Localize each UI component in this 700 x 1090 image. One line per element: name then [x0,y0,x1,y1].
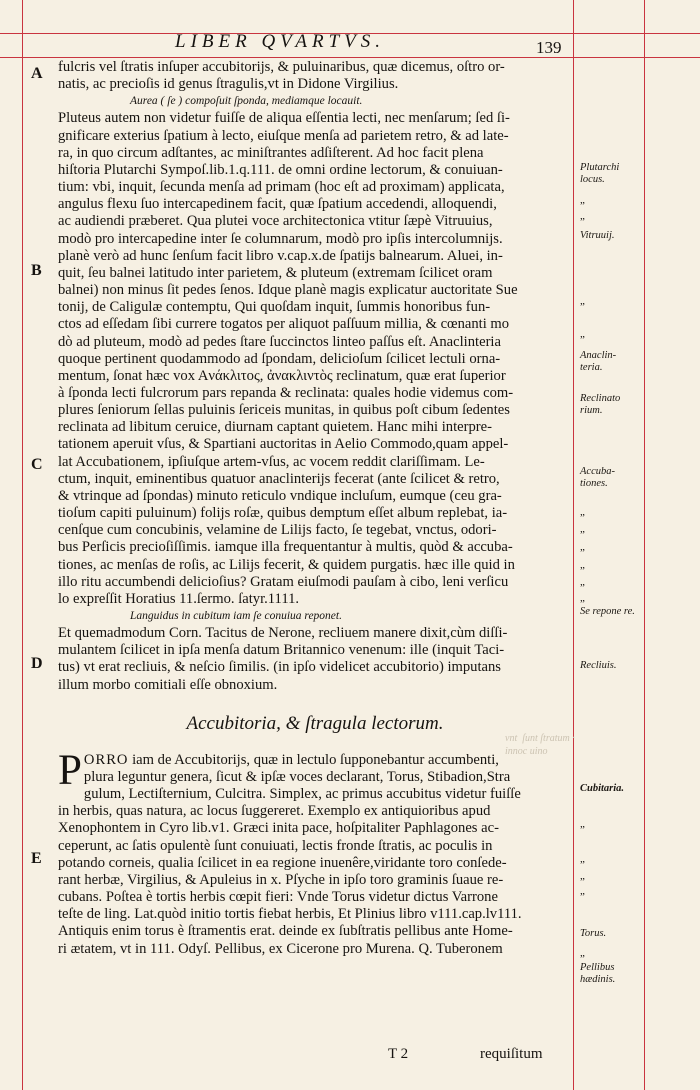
ditto-mark: „ [580,210,585,222]
sidenote: Reclinato rium. [580,393,621,416]
text-line: tioſum capiti puluinum) folijs roſæ, quibus demptum eſſet album replebat, ia- [58,505,508,522]
text-line: Antiquis enim torus è ſtramentis erat. deinde ex ſubſtratis pellibus ante Home- [58,923,513,940]
text-line: ctos ad eſſedam ſibi currere togatos per aliquot paſſuum millia, & cœnanti mo [58,316,510,333]
ditto-mark: „ [580,870,585,882]
marker-b: B [31,262,42,279]
text-line: mulantem ſcilicet in ipſa menſa datum Britannico venenum: ille (inquit Taci- [58,642,505,659]
text-line: tonij, de Caligulæ contemptu, Qui quoſdam inquit, ſummis honoribus fun- [58,299,491,316]
text-line: mentum, ſonat hæc vox Aνάκλιτος, ἀνακλιντὸς reclinatum, quæ erat ſuperior [58,367,506,384]
header-rule [0,57,700,58]
text-line: plura leguntur genera, ſicut & ipſæ voces declarant, Torus, Stibadion,Stra [83,768,511,785]
catchword: requiſitum [480,1046,543,1062]
text-line: ra, in quo circum adſtantes, ac miniſtrantes adſiſterent. Ad hoc facit plena [58,144,484,161]
page-number: 139 [536,38,562,57]
opening-word: ORRO [83,751,129,768]
marker-d: D [31,655,43,672]
text-line: cenſque cum concubinis, velamine de Lilijs facto, ſe tegebat, vnctus, odori- [58,522,497,539]
ditto-mark: „ [580,295,585,307]
signature-mark: T 2 [388,1046,409,1062]
ditto-mark: „ [580,523,585,535]
text-line: ceperunt, ac ſatis opulentè ſunt conuiuati, lectis fronde ſtratis, ac poculis in [58,837,493,854]
running-head: LIBER QVARTVS. [175,31,386,52]
verse-quotation: Aurea ( ſe ) compoſuit ſponda, mediamque locauit. [130,95,363,108]
text-line: ri ætatem, vt in 111. Odyſ. Pellibus, ex Cicerone pro Murena. Q. Tuberonem [58,940,503,957]
drop-cap: P [58,746,82,794]
text-line: Xenophontem in Cyro lib.v1. Græci inita pace, hoſpitaliter Paphlagones ac- [58,820,499,837]
text-line: illo ritu accumbendi delicioſius? Gratam eiuſmodi pauſam à cibo, leni verſicu [58,573,509,590]
right-margin-rule [644,0,645,1090]
text-line: natis, ac precioſis id genus ſtragulis,vt in Didone Virgilius. [58,76,399,93]
sidenote: Plutarchi locus. [580,162,620,185]
text-line: lo expreſſit Horatius 11.ſermo. ſatyr.1111. [58,590,300,607]
ditto-mark: „ [580,559,585,571]
marker-e: E [31,850,42,867]
marker-c: C [31,456,43,473]
verse-quotation: Languidus in cubitum iam ſe conuiua reponet. [130,610,342,622]
sidenote: Recliuis. [580,660,617,671]
text-line: tiones, ac menſas de roſis, ac Lilijs fecerit, & quidem purgatis. hæc ille quid in [58,556,515,573]
show-through-text: vnt ſunt ſtratum · innoc uino [505,733,575,757]
text-line: reclinata ad libitum ceruice, diurnam captant quietem. Hanc mihi interpre- [58,419,492,436]
text-line: tus) vt erat recliuis, & neſcio ſimilis. (in ipſo videlicet accubitorio) imputans [58,659,501,676]
ditto-mark: „ [580,576,585,588]
sidenote: Accuba- tiones. [580,466,615,489]
sidenote: Cubitaria. [580,783,625,794]
text-line: quoque pertinent quodammodo ad ſpondam, delicioſum ſcilicet lectuli orna- [58,350,501,367]
text-line: hiſtoria Plutarchi Sympoſ.lib.1.q.111. de omni ordine lectorum, & conuiuan- [58,161,503,178]
sidenote: Torus. [580,928,607,939]
text-line: planè verò ad hunc ſenſum facit libro v.cap.x.de ſpatijs balnearum. Aluei, in- [58,247,503,264]
text-line: gulum, Lectiſternium, Culcitra. Simplex, ac primus accubitus videtur fuiſſe [83,786,521,803]
text-line: rant herbæ, Virgilius, & Apuleius in x. Pſyche in ipſo toro graminis ſuaue re- [58,871,504,888]
ditto-mark: „ [580,947,585,959]
text-line: balnei) non minus ſit pedes ſenos. Idque planè magis explicatur auctoritate Sue [58,282,518,299]
sidenote: Pellibus hædinis. [580,962,616,985]
left-margin-rule [22,0,23,1090]
text-line: tationem aperuit vſus, & Spartiani auctoritas in Aelio Commodo,quam appel- [58,436,509,453]
ditto-mark: „ [580,541,585,553]
ditto-mark: „ [580,194,585,206]
text-line: ctum, inquit, eminentibus quatuor anaclinterijs fecerat (ante ſcilicet & retro, [58,470,500,487]
ditto-mark: „ [580,853,585,865]
sidenote: Anaclin- teria. [580,350,617,373]
section-title: Accubitoria, & ſtragula lectorum. [186,712,444,734]
text-line: & vtrinque ad ſpondas) minuto reticulo vndique incluſum, eumque (ceu gra- [58,487,502,504]
text-line: plures ſeniorum ſellas puluinis ſericeis munitas, in quibus poſt cibum ſedentes [58,402,510,419]
text-line: modò pro intercapedine inter ſe columnarum, modò pro ipſis intercolumnijs. [58,230,503,247]
ditto-mark: „ [580,885,585,897]
text-line: tium: vbi, inquit, ſecunda menſa ad primam (hoc eſt ad proximam) applicata, [58,179,505,196]
text-line: gnificare exterius ſpatium à lecto, eiuſque menſa ad parietem retro, & ad late- [58,127,509,144]
sidenote: Se repone re. [580,606,635,617]
ditto-mark: „ [580,592,585,604]
text-line: angulus flexu ſuo intercapedinem facit, quæ ſpatium accedendi, alloquendi, [58,196,497,213]
text-line: à ſponda lecti fulcrorum pars repanda & reclinata: quales hodie videmus com- [58,384,514,401]
body-text [58,59,572,958]
text-line: cubans. Poſtea è tortis herbis cœpit fieri: Vnde Torus videtur dictus Varrone [58,889,498,906]
text-line: in herbis, quas natura, ac locus ſuggereret. Exemplo ex antiquioribus apud [58,803,491,820]
text-line: Pluteus autem non videtur fuiſſe de aliqua eſſentia lecti, nec menſarum; ſed ſi- [58,110,510,127]
text-line: teſte de ling. Lat.quòd initio tortis fiebat herbis, Et Plinius libro v111.cap.lv111. [58,906,522,923]
ditto-mark: „ [580,506,585,518]
text-line: quit, ſeu balnei latitudo inter parietem, & pluteum (extremam ſcilicet oram [58,264,493,281]
text-line: illum morbo comitiali eſſe obnoxium. [58,676,278,693]
text-line: potando corneis, qualia ſcilicet in ea regione inuenêre,viridante toro conſede- [58,854,507,871]
sidenote: Vitruuij. [580,230,615,241]
text-line: Et quemadmodum Corn. Tacitus de Nerone, recliuem manere dixit,cùm diſſi- [58,625,508,642]
ditto-mark: „ [580,818,585,830]
text-line: bus Perſicis precioſiſſimis. iamque illa frequentantur à multis, quòd & accuba- [58,539,513,556]
marker-a: A [31,65,43,82]
ditto-mark: „ [580,328,585,340]
text-line-rest: iam de Accubitorijs, quæ in lectulo ſupponebantur accumbenti, [128,751,499,768]
text-line: lat Accubationem, ipſiuſque artem-vſus, ac vocem reddit clariſſimam. Le- [58,453,485,470]
margin-note-rule [573,0,574,1090]
text-line: dò ad pluteum, modò ad pedes ſtare ſuccinctos linteo paſſus eſt. Anaclinteria [58,333,501,350]
text-line: ac audiendi præberet. Qua plutei voce architectonica vtitur ſæpè Vitruuius, [58,213,493,230]
text-line: fulcris vel ſtratis inſuper accubitorijs, & puluinaribus, quæ dicemus, oſtro or- [58,59,505,75]
